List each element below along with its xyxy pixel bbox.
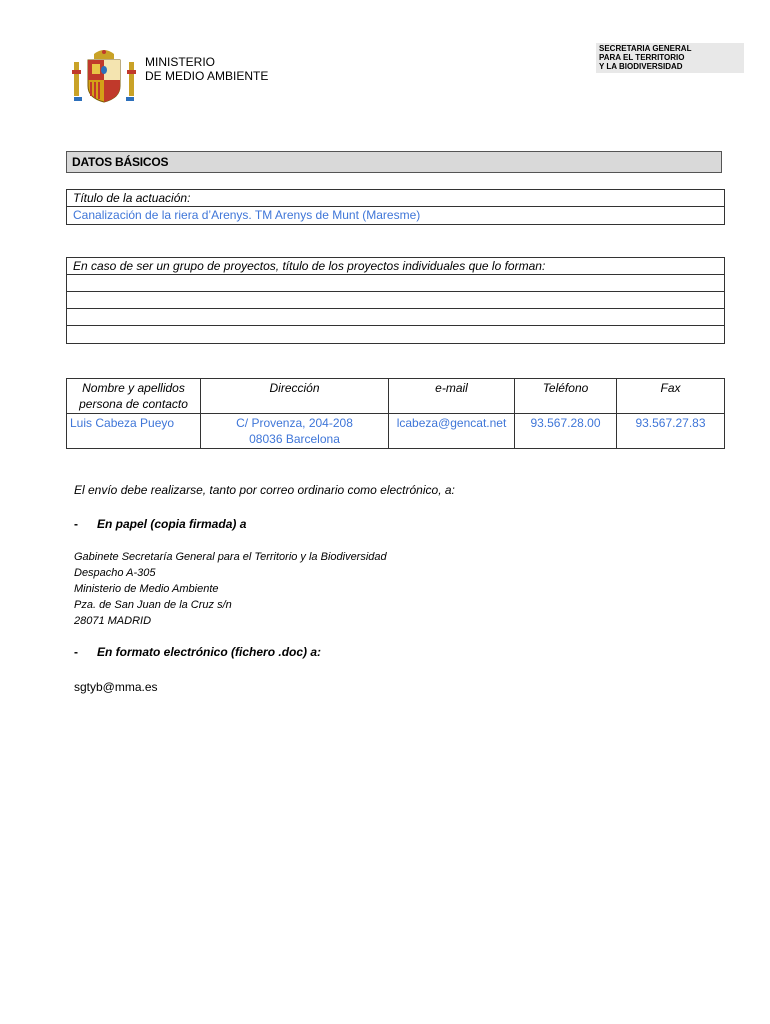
titulo-value: Canalización de la riera d’Arenys. TM Arenys de Munt (Maresme) [73, 208, 421, 222]
grupo-box [66, 257, 725, 344]
grupo-row [67, 292, 724, 309]
grupo-label: En caso de ser un grupo de proyectos, título de los proyectos individuales que lo forman: [67, 258, 724, 275]
ministry-line: MINISTERIO [145, 55, 216, 69]
secretaria-line: PARA EL TERRITORIO [599, 53, 685, 62]
papel-address [74, 549, 387, 629]
secretaria-label [596, 43, 744, 73]
ministry-name [145, 55, 268, 83]
address-line: 08036 Barcelona [249, 432, 340, 446]
titulo-label: Título de la actuación: [67, 190, 724, 207]
contact-data-row [67, 414, 725, 449]
header-telefono: Teléfono [515, 379, 617, 414]
contact-name: Luis Cabeza Pueyo [67, 414, 201, 449]
address-line: Despacho A-305 [74, 567, 156, 579]
contact-header-row [67, 379, 725, 414]
header-nombre: Nombre y apellidos persona de contacto [67, 379, 201, 414]
secretaria-line: Y LA BIODIVERSIDAD [599, 62, 683, 71]
header-email: e-mail [389, 379, 515, 414]
header-direccion: Dirección [201, 379, 389, 414]
envio-text: El envío debe realizarse, tanto por correo ordinario como electrónico, a: [74, 483, 455, 497]
datos-basicos-heading: DATOS BÁSICOS [66, 151, 722, 173]
coat-of-arms-logo [72, 48, 136, 106]
papel-label: En papel (copia firmada) a [97, 517, 247, 531]
address-line: Gabinete Secretaría General para el Territorio y la Biodiversidad [74, 551, 387, 563]
grupo-row [67, 275, 724, 292]
contact-fax: 93.567.27.83 [617, 414, 725, 449]
papel-bullet [74, 517, 246, 531]
secretaria-line: SECRETARIA GENERAL [599, 44, 692, 53]
electronico-label: En formato electrónico (fichero .doc) a: [97, 645, 322, 659]
header-fax: Fax [617, 379, 725, 414]
address-line: Pza. de San Juan de la Cruz s/n [74, 599, 232, 611]
bullet-dash: - [74, 645, 78, 659]
titulo-box [66, 189, 725, 225]
grupo-row [67, 309, 724, 326]
electronico-bullet [74, 645, 321, 659]
address-line: C/ Provenza, 204-208 [236, 416, 353, 430]
contact-address [201, 414, 389, 449]
ministry-line: DE MEDIO AMBIENTE [145, 69, 269, 83]
grupo-row [67, 326, 724, 343]
address-line: Ministerio de Medio Ambiente [74, 583, 219, 595]
address-line: 28071 MADRID [74, 615, 152, 627]
contact-email: lcabeza@gencat.net [389, 414, 515, 449]
submission-email: sgtyb@mma.es [74, 680, 158, 694]
contact-table [66, 378, 725, 449]
contact-phone: 93.567.28.00 [515, 414, 617, 449]
bullet-dash: - [74, 517, 78, 531]
